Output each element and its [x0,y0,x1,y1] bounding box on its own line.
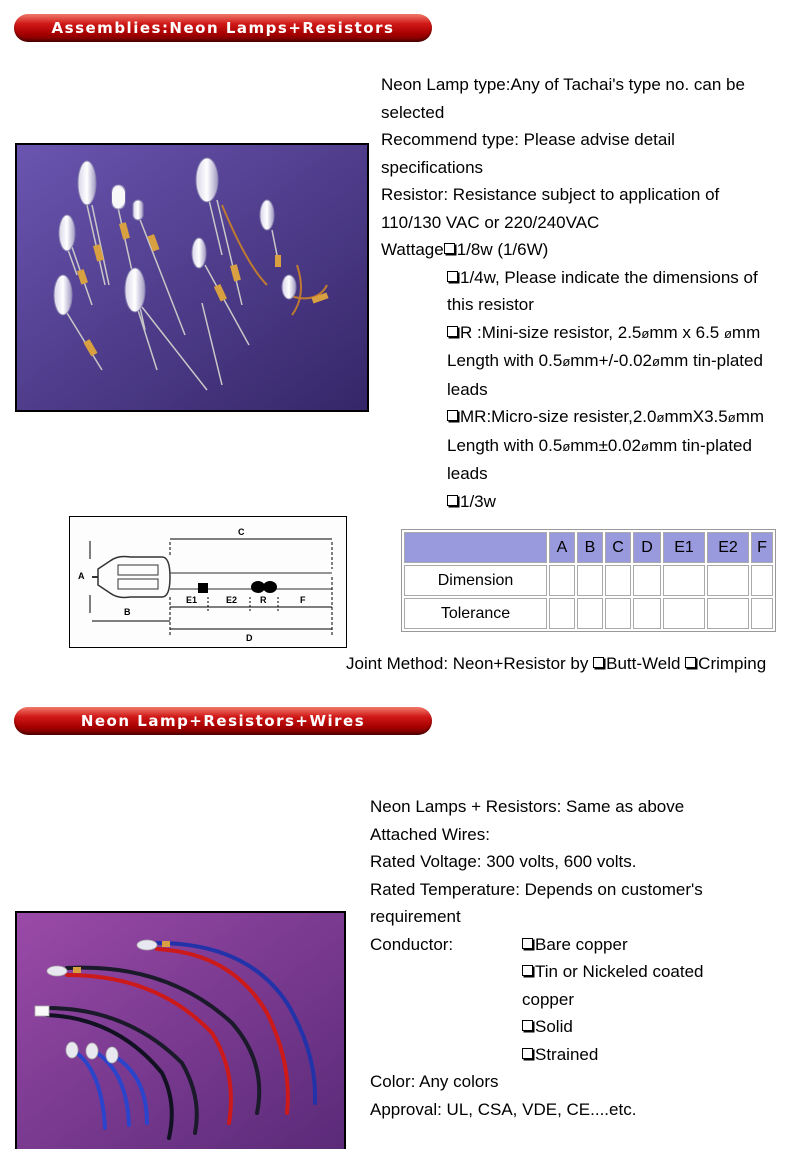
wattage-option-text: mm tin-plated [648,435,752,455]
conductor-option-label: Tin or Nickeled coated [535,962,704,981]
neon-lamps-resistors-photo [15,143,369,412]
table-cell [577,598,603,629]
joint-method [346,650,796,678]
wattage-option-text: mm x 6.5 [649,322,724,342]
table-header-cell: E1 [663,532,705,563]
checkbox-icon [444,243,455,254]
wattage-option-text: mmX3.5 [664,407,728,426]
dimension-table [401,529,776,632]
table-row-label: Dimension [404,565,547,596]
section2-banner [14,707,432,735]
table-cell [549,598,575,629]
wattage-option-text: mm [735,407,765,426]
dim-label-b: B [124,607,131,617]
conductor-option-label: Strained [535,1044,599,1064]
spec-line: Rated Voltage: 300 volts, 600 volts. [370,852,637,871]
diameter-symbol: ø [641,325,650,341]
spec-line: Neon Lamp type:Any of Tachai's type no. can be [381,75,745,94]
checkbox-icon [522,1048,533,1059]
table-row [404,565,773,596]
wattage-option-text: Length with 0.5 [447,351,563,370]
wattage-label: Wattage [381,240,444,259]
wattage-option-text: Length with 0.5 [447,435,563,455]
wattage-option-text: mm±0.02 [570,435,642,455]
diameter-symbol: ø [727,410,736,425]
approval-line: Approval: UL, CSA, VDE, CE....etc. [370,1099,637,1119]
table-header-row [404,532,773,563]
table-cell [577,565,603,596]
table-row [404,598,773,629]
conductor-row [370,931,790,959]
table-cell [605,598,631,629]
diameter-symbol: ø [723,325,732,341]
wattage-option [381,264,791,292]
conductor-option-label: Bare copper [535,934,628,954]
neon-lamps-wires-illustration [17,913,344,1149]
table-cell [633,565,661,596]
table-header-cell: C [605,532,631,563]
wattage-option-text: mm [731,322,761,342]
wattage-option-text: mm+/-0.02 [570,351,652,370]
wattage-option-cont [381,432,791,461]
joint-option-label: Crimping [698,654,767,673]
table-cell [549,565,575,596]
checkbox-icon [447,495,458,506]
section1-specs [381,71,791,515]
dim-label-f: F [300,595,306,605]
dimension-drawing [70,517,346,647]
table-header-cell: E2 [707,532,749,563]
dim-label-c: C [238,527,245,537]
section1-banner [14,14,432,42]
spec-line: Resistor: Resistance subject to application of [381,185,720,204]
table-row-label: Tolerance [404,598,547,629]
table-cell [707,565,749,596]
checkbox-icon [447,410,458,421]
wattage-option-label: 1/4w, Please indicate the dimensions of [460,267,758,287]
table-header-cell: A [549,532,575,563]
spec-line: Recommend type: Please advise detail [381,130,675,149]
dim-label-d: D [246,633,253,643]
spec-line: selected [381,102,445,122]
checkbox-icon [593,657,604,668]
table-header-cell: F [751,532,773,563]
diameter-symbol: ø [562,354,571,369]
wattage-option-label: 1/3w [460,491,496,511]
dim-label-e2: E2 [226,595,238,605]
wattage-option-cont [381,347,791,376]
neon-lamps-wires-photo [15,911,346,1149]
table-header-corner [404,532,547,563]
table-cell [605,565,631,596]
table-cell [751,565,773,596]
wattage-option-cont: leads [447,379,488,399]
conductor-option [370,1013,790,1041]
joint-option-label: Butt-Weld [606,654,681,673]
conductor-option-cont: copper [522,989,574,1009]
table-cell [633,598,661,629]
table-cell [663,598,705,629]
section1-banner-title: Assemblies:Neon Lamps+Resistors [51,19,395,37]
wattage-option [381,403,791,432]
spec-line: Rated Temperature: Depends on customer's [370,879,703,899]
checkbox-icon [447,326,458,337]
spec-line: specifications [381,157,484,177]
neon-lamps-resistors-illustration [17,145,367,410]
table-cell [707,598,749,629]
wattage-option-text: MR:Micro-size resister,2.0 [460,407,657,426]
spec-line: requirement [370,907,461,926]
checkbox-icon [522,938,533,949]
dimension-diagram [69,516,347,648]
wattage-option [381,319,791,348]
diameter-symbol: ø [652,354,660,369]
table-header-cell: B [577,532,603,563]
wattage-option-cont: leads [447,464,488,483]
conductor-option [370,1041,790,1069]
table-header-cell: D [633,532,661,563]
wattage-option-text: R :Mini-size resistor, 2.5 [460,322,642,342]
conductor-option [370,958,790,986]
diameter-symbol: ø [562,438,571,454]
section2-specs [370,793,790,1123]
wattage-option-cont: this resistor [447,295,534,314]
checkbox-icon [522,965,533,976]
table-cell [751,598,773,629]
color-line: Color: Any colors [370,1072,499,1091]
spec-line: Neon Lamps + Resistors: Same as above [370,797,685,816]
joint-method-label: Joint Method: Neon+Resistor by [346,654,594,673]
section2-banner-title: Neon Lamp+Resistors+Wires [80,712,366,730]
wattage-option-text: mm tin-plated [659,351,763,370]
conductor-label: Conductor: [370,934,454,954]
diameter-symbol: ø [641,438,649,454]
checkbox-icon [685,657,696,668]
conductor-option-label: Solid [535,1017,573,1036]
spec-line: 110/130 VAC or 220/240VAC [381,212,600,232]
checkbox-icon [447,271,458,282]
dim-label-e1: E1 [186,595,198,605]
wattage-row [381,236,791,264]
checkbox-icon [522,1020,533,1031]
dim-label-a: A [78,571,85,581]
diameter-symbol: ø [656,410,665,425]
wattage-option [381,488,791,516]
table-cell [663,565,705,596]
spec-line: Attached Wires: [370,824,490,844]
dim-label-r: R [260,595,267,605]
wattage-option-label: 1/8w (1/6W) [456,240,549,259]
